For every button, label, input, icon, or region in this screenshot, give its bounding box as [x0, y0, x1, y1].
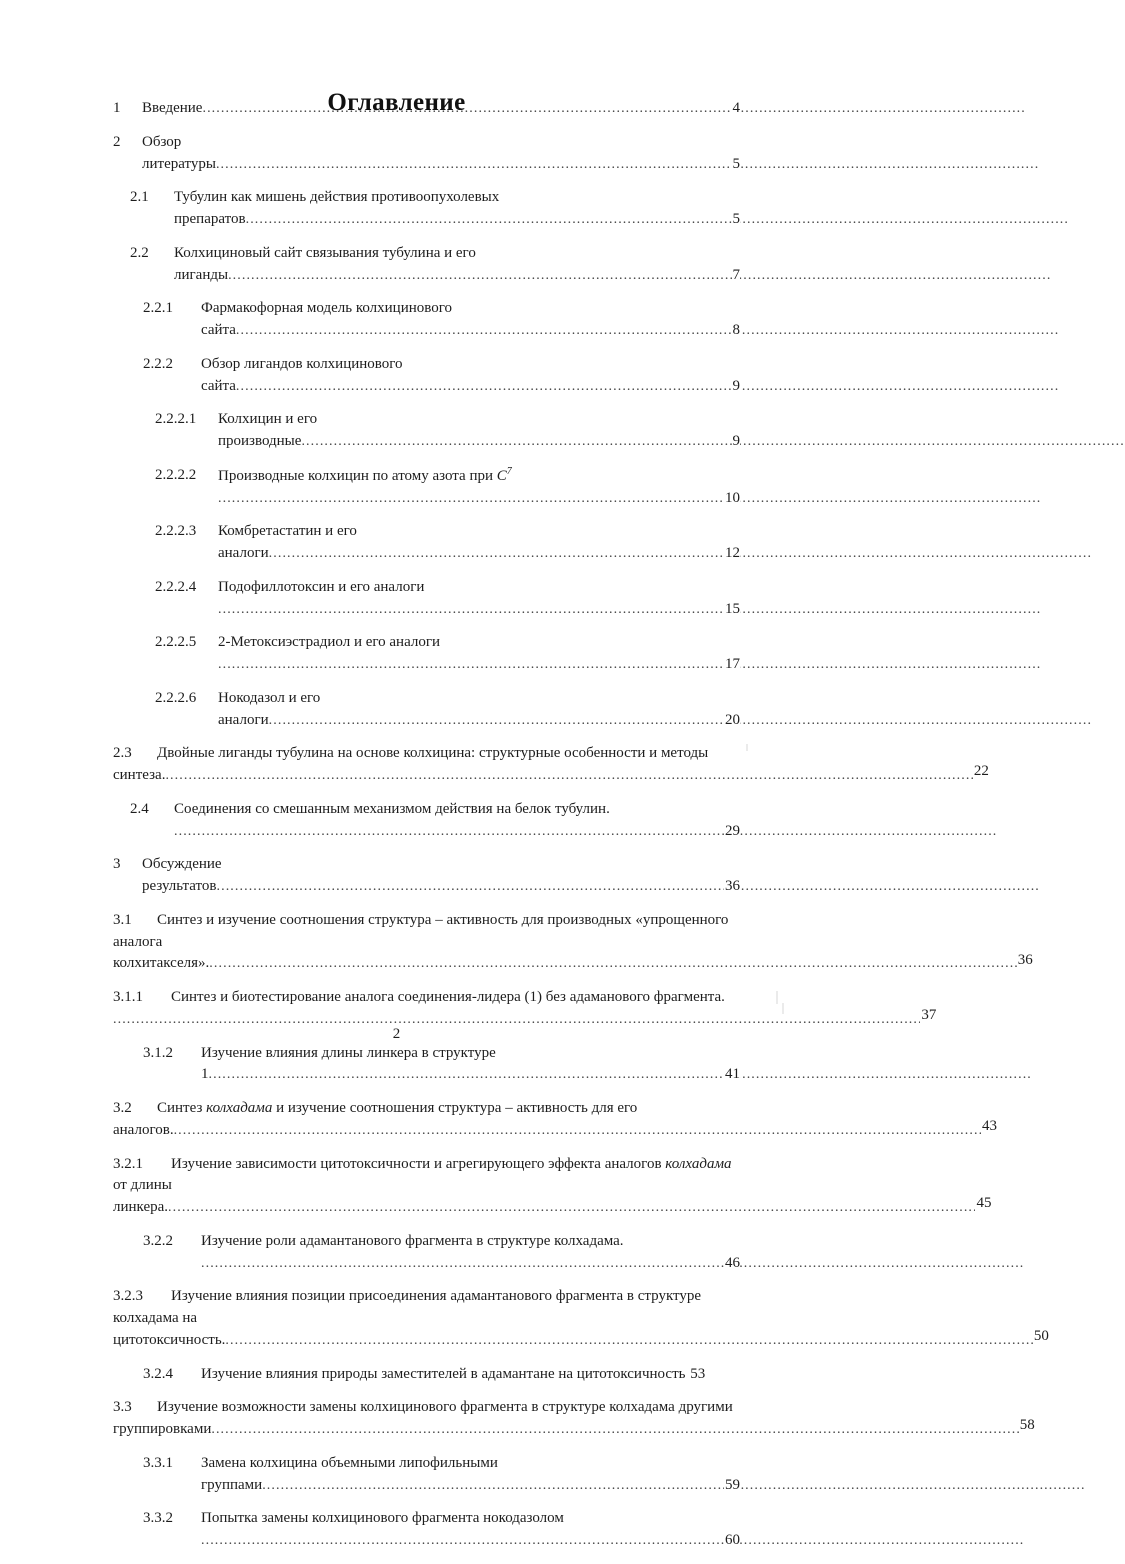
- toc-entry-page: 59: [724, 1475, 740, 1497]
- toc-entry-text: Изучение роли адамантанового фрагмента в структуре колхадама.: [201, 1232, 624, 1249]
- dot-leader: [211, 1421, 1034, 1437]
- toc-entry-body: [201, 298, 740, 342]
- toc-entry-number: 3.2.2: [143, 1232, 173, 1249]
- page-title: Оглавление: [327, 88, 466, 116]
- toc-entry-body: [113, 745, 989, 783]
- toc-entry-number: 2.2.2.1: [155, 411, 197, 428]
- toc-entry-body: [174, 799, 740, 843]
- toc-entry[interactable]: [0, 465, 793, 510]
- toc-entry-page: 4: [732, 98, 741, 120]
- toc-entry-number: 3.2: [113, 1100, 132, 1116]
- dot-leader: [236, 378, 1059, 394]
- toc-entry[interactable]: [0, 409, 793, 453]
- toc-entry[interactable]: [0, 910, 1033, 975]
- dot-leader: [218, 601, 1041, 617]
- toc-entry-page: 37: [920, 1005, 936, 1027]
- dot-leader: [174, 1122, 997, 1138]
- toc-entry-page: 5: [732, 209, 741, 231]
- toc-entry-page: 45: [975, 1193, 991, 1215]
- dot-leader: [301, 433, 1124, 449]
- toc-entry-page: 15: [724, 599, 740, 621]
- page-number: 2: [392, 1026, 401, 1042]
- toc-entry-text: Подофиллотоксин и его аналоги: [218, 578, 425, 595]
- toc-entry-page: 53: [690, 1365, 706, 1382]
- toc-entry[interactable]: [0, 298, 793, 342]
- dot-leader: [218, 656, 1041, 672]
- toc-entry-page: 22: [973, 761, 989, 783]
- italic-term: колхадама: [665, 1155, 732, 1172]
- toc-entry-body: [113, 912, 1033, 972]
- dot-leader: [228, 267, 1051, 283]
- toc-entry-number: 3.3.2: [143, 1510, 173, 1527]
- toc-entry-page: 17: [724, 654, 740, 676]
- toc-entry-text: Изучение влияния позиции присоединения адамантанового фрагмента в структуре колхадама на цитотоксичность.: [113, 1288, 702, 1348]
- toc-entry-text: Обсуждение результатов: [142, 856, 222, 894]
- dot-leader: [201, 1255, 1024, 1271]
- toc-entry-text: Комбретастатин и его аналоги: [218, 523, 357, 561]
- toc-entry-page: 8: [732, 320, 741, 342]
- toc-entry-body: [174, 187, 740, 231]
- toc-entry-text: Синтез и изучение соотношения структура – активность для производных «упрощенного аналога колхитакселя».: [113, 911, 729, 972]
- toc-entry-text: Синтез и биотестирование аналога соединения-лидера (1) без адаманового фрагмента.: [171, 989, 725, 1005]
- dot-leader: [269, 712, 1092, 728]
- toc-entry-body: [218, 409, 740, 453]
- toc-entry-body: [201, 1453, 740, 1497]
- dot-leader: [262, 1477, 1085, 1493]
- toc-entry-page: 9: [732, 431, 741, 453]
- toc-entry-page: 43: [981, 1116, 997, 1138]
- toc-entry-body: [113, 989, 936, 1027]
- toc-entry-text: 2-Метоксиэстрадиол и его аналоги: [218, 634, 441, 651]
- toc-entry[interactable]: [0, 987, 937, 1031]
- toc-entry-number: 2.2.2.2: [155, 466, 197, 483]
- dot-leader: [168, 1199, 991, 1215]
- toc-entry[interactable]: [0, 688, 793, 732]
- toc-entry-number: 3.3: [113, 1399, 132, 1416]
- dot-leader: [201, 1532, 1024, 1548]
- toc-entry-number: 3.1.1: [113, 989, 143, 1005]
- toc-entry-body: [201, 354, 740, 398]
- toc-entry-text: Синтез колхадама и изучение соотношения структура – активность для его аналогов.: [113, 1100, 638, 1138]
- toc-entry[interactable]: [0, 1397, 1035, 1441]
- toc-entry-body: [201, 1043, 740, 1087]
- toc-entry-number: 3.2.3: [113, 1288, 143, 1305]
- toc-entry-body: [218, 688, 740, 732]
- toc-entry-text: Колхицин и его производные: [218, 411, 318, 449]
- toc-entry-number: 2.2.2: [143, 355, 173, 372]
- dot-leader: [113, 1011, 936, 1027]
- toc-entry-number: 3.2.1: [113, 1155, 143, 1172]
- toc-entry-text: Производные колхицин по атому азота при $C^7$: [218, 465, 512, 484]
- toc-entry-body: [142, 132, 740, 176]
- toc-entry-text: Обзор лигандов колхицинового сайта: [201, 355, 403, 394]
- toc-entry-body: [113, 1288, 1049, 1348]
- toc-entry[interactable]: [0, 1453, 793, 1497]
- toc-entry[interactable]: [0, 577, 793, 621]
- toc-entry-body: [201, 1364, 740, 1386]
- toc-entry-page: 60: [724, 1530, 740, 1552]
- toc-entry[interactable]: [0, 187, 793, 231]
- toc-entry-number: 2.4: [130, 800, 149, 817]
- toc-entry-page: 50: [1033, 1326, 1049, 1348]
- toc-entry-text: Изучение влияния природы заместителей в адамантане на цитотоксичность: [201, 1365, 690, 1382]
- toc-entry-text: Введение: [142, 100, 203, 116]
- toc-entry-page: 41: [724, 1064, 740, 1086]
- toc-entry-number: 3: [113, 856, 121, 873]
- toc-entry-text: Попытка замены колхицинового фрагмента нокодазолом: [201, 1510, 564, 1527]
- toc-entry[interactable]: [0, 743, 989, 787]
- toc-entry-text: Соединения со смешанным механизмом действия на белок тубулин.: [174, 800, 610, 817]
- toc-entry-page: 7: [732, 265, 741, 287]
- toc-entry[interactable]: [0, 632, 793, 676]
- toc-entry[interactable]: [0, 1364, 793, 1386]
- toc-entry-body: [113, 1156, 991, 1216]
- toc-entry-body: [218, 465, 740, 510]
- toc-entry-body: [113, 1399, 1035, 1437]
- dot-leader: [269, 545, 1092, 561]
- dot-leader: [202, 100, 1025, 116]
- toc-entry-page: 9: [732, 376, 741, 398]
- toc-entry-page: 10: [724, 488, 740, 510]
- toc-entry-page: 58: [1019, 1415, 1035, 1437]
- dot-leader: [236, 322, 1059, 338]
- toc-entry-number: 2.1: [130, 189, 149, 206]
- dot-leader: [217, 878, 1040, 894]
- toc-entry-page: 12: [724, 543, 740, 565]
- toc-entry-number: 3.3.1: [143, 1454, 173, 1471]
- toc-entry-body: [142, 854, 740, 898]
- toc-entry-number: 3.1: [113, 911, 132, 928]
- toc-entry-number: 2.2.1: [143, 300, 173, 317]
- toc-entry-body: [113, 1100, 997, 1138]
- toc-entry-number: 2.2.2.3: [155, 523, 197, 540]
- dot-leader: [209, 955, 1032, 971]
- toc-entry[interactable]: [0, 98, 793, 120]
- toc-entry-text: Тубулин как мишень действия противоопухолевых препаратов: [174, 189, 500, 227]
- toc-entry-page: 46: [724, 1253, 740, 1275]
- toc-entry[interactable]: [0, 354, 793, 398]
- dot-leader: [209, 1066, 1032, 1082]
- toc-entry-body: [218, 632, 740, 676]
- toc-entry-text: Изучение зависимости цитотоксичности и агрегирующего эффекта аналогов колхадама от длины линкера.: [113, 1155, 732, 1215]
- dot-leader: [246, 211, 1069, 227]
- toc-entry[interactable]: [0, 1154, 992, 1219]
- toc-entry-text: Колхициновый сайт связывания тубулина и его лиганды: [174, 244, 476, 283]
- toc-entry-body: [218, 577, 740, 621]
- toc-entry-text: Фармакофорная модель колхицинового сайта: [201, 300, 453, 338]
- toc-entry-page: 29: [724, 821, 740, 843]
- toc-entry[interactable]: [0, 854, 793, 898]
- superscript-notation: $C^7$: [496, 465, 512, 484]
- toc-entry-text: Обзор литературы: [142, 133, 216, 172]
- toc-entry[interactable]: [0, 132, 793, 176]
- toc-entry[interactable]: [0, 243, 793, 287]
- toc-entry-number: 2.2.2.4: [155, 578, 197, 595]
- toc-entry-text: Двойные лиганды тубулина на основе колхицина: структурные особенности и методы синтеза.: [113, 745, 709, 783]
- toc-entry-text: Изучение возможности замены колхицинового фрагмента в структуре колхадама другими группировками: [113, 1399, 733, 1437]
- toc-entry-number: 3.2.4: [143, 1365, 173, 1382]
- toc-entry-page: 36: [1017, 950, 1033, 972]
- toc-entry-page: 36: [724, 876, 740, 898]
- toc-entry[interactable]: [0, 1286, 1049, 1351]
- toc-entry[interactable]: [0, 521, 793, 565]
- toc-entry-text: Нокодазол и его аналоги: [218, 689, 321, 728]
- dot-leader: [174, 823, 997, 839]
- toc-entry-number: 2: [113, 133, 121, 150]
- toc-entry-number: 1: [113, 100, 121, 116]
- dot-leader: [225, 1332, 1048, 1348]
- table-of-contents: [0, 98, 1049, 1564]
- dot-leader: [165, 767, 988, 783]
- toc-entry-body: [201, 1508, 740, 1552]
- toc-entry-body: [218, 521, 740, 565]
- dot-leader: [216, 156, 1039, 172]
- dot-leader: [218, 490, 1041, 506]
- toc-entry-number: 2.2.2.6: [155, 689, 197, 706]
- toc-entry-body: [201, 1231, 740, 1275]
- toc-entry[interactable]: [0, 1231, 793, 1275]
- toc-entry-text: Замена колхицина объемными липофильными группами: [201, 1454, 498, 1493]
- toc-entry-page: 20: [724, 710, 740, 732]
- toc-entry-number: 2.2.2.5: [155, 634, 197, 651]
- toc-entry[interactable]: [0, 1508, 793, 1552]
- toc-entry-number: 2.2: [130, 244, 149, 261]
- toc-entry[interactable]: [0, 1043, 793, 1087]
- toc-entry-page: 5: [732, 154, 741, 176]
- toc-entry[interactable]: [0, 1098, 997, 1142]
- toc-entry-body: [142, 98, 740, 120]
- toc-entry[interactable]: [0, 799, 793, 843]
- toc-entry-text: Изучение влияния длины линкера в структуре 1: [201, 1044, 496, 1083]
- toc-entry-number: 2.3: [113, 745, 132, 762]
- italic-term: колхадама: [206, 1100, 273, 1116]
- toc-entry-number: 3.1.2: [143, 1044, 173, 1061]
- toc-entry-body: [174, 243, 740, 287]
